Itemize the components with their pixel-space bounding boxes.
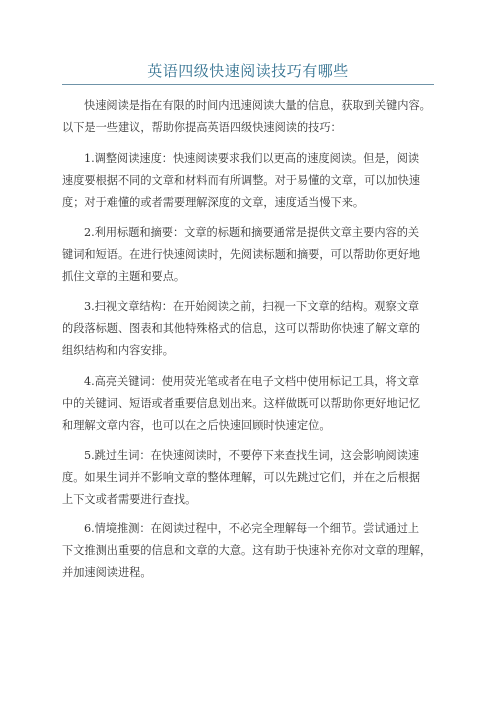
paragraph-line: 1.调整阅读速度：快速阅读要求我们以更高的速度阅读。但是，阅读	[84, 152, 420, 165]
paragraph-tip-2	[62, 222, 436, 288]
paragraph-line: 键词和短语。在进行快速阅读时，先阅读标题和摘要，可以帮助你更好地	[62, 248, 421, 261]
paragraph-line: 抓住文章的主题和要点。	[62, 270, 186, 283]
paragraph-tip-5	[62, 445, 436, 511]
title-divider	[62, 84, 434, 85]
paragraph-line: 的段落标题、图表和其他特殊格式的信息，这可以帮助你快速了解文章的	[62, 322, 421, 335]
paragraph-intro	[62, 95, 436, 139]
paragraph-line: 5.跳过生词：在快速阅读时，不要停下来查找生词，这会影响阅读速	[84, 449, 420, 462]
paragraph-tip-4	[62, 371, 436, 437]
paragraph-line: 上下文或者需要进行查找。	[62, 493, 197, 506]
paragraph-line: 组织结构和内容安排。	[62, 344, 174, 357]
paragraph-line: 以下是一些建议，帮助你提高英语四级快速阅读的技巧：	[62, 121, 342, 134]
paragraph-tip-6	[62, 518, 436, 584]
paragraph-tip-1	[62, 148, 436, 214]
paragraph-line: 速度要根据不同的文章和材料而有所调整。对于易懂的文章，可以加快速	[62, 174, 421, 187]
paragraph-line: 2.利用标题和摘要：文章的标题和摘要通常是提供文章主要内容的关	[84, 226, 420, 239]
paragraph-line: 下文推测出重要的信息和文章的大意。这有助于快速补充你对文章的理解，	[62, 544, 432, 557]
paragraph-line: 度；对于难懂的或者需要理解深度的文章，速度适当慢下来。	[62, 196, 365, 209]
paragraph-line: 中的关键词、短语或者重要信息划出来。这样做既可以帮助你更好地记忆	[62, 397, 421, 410]
paragraph-line: 快速阅读是指在有限的时间内迅速阅读大量的信息，获取到关键内容。	[84, 99, 431, 112]
paragraph-line: 并加速阅读进程。	[62, 566, 152, 579]
paragraph-line: 3.扫视文章结构：在开始阅读之前，扫视一下文章的结构。观察文章	[84, 300, 420, 313]
paragraph-line: 和理解文章内容，也可以在之后快速回顾时快速定位。	[62, 419, 331, 432]
paragraph-line: 4.高亮关键词：使用荧光笔或者在电子文档中使用标记工具，将文章	[84, 375, 420, 388]
paragraph-line: 6.情境推测：在阅读过程中，不必完全理解每一个细节。尝试通过上	[84, 522, 420, 535]
paragraph-line: 度。如果生词并不影响文章的整体理解，可以先跳过它们，并在之后根据	[62, 471, 421, 484]
paragraph-tip-3	[62, 296, 436, 362]
document-title: 英语四级快速阅读技巧有哪些	[147, 62, 349, 80]
